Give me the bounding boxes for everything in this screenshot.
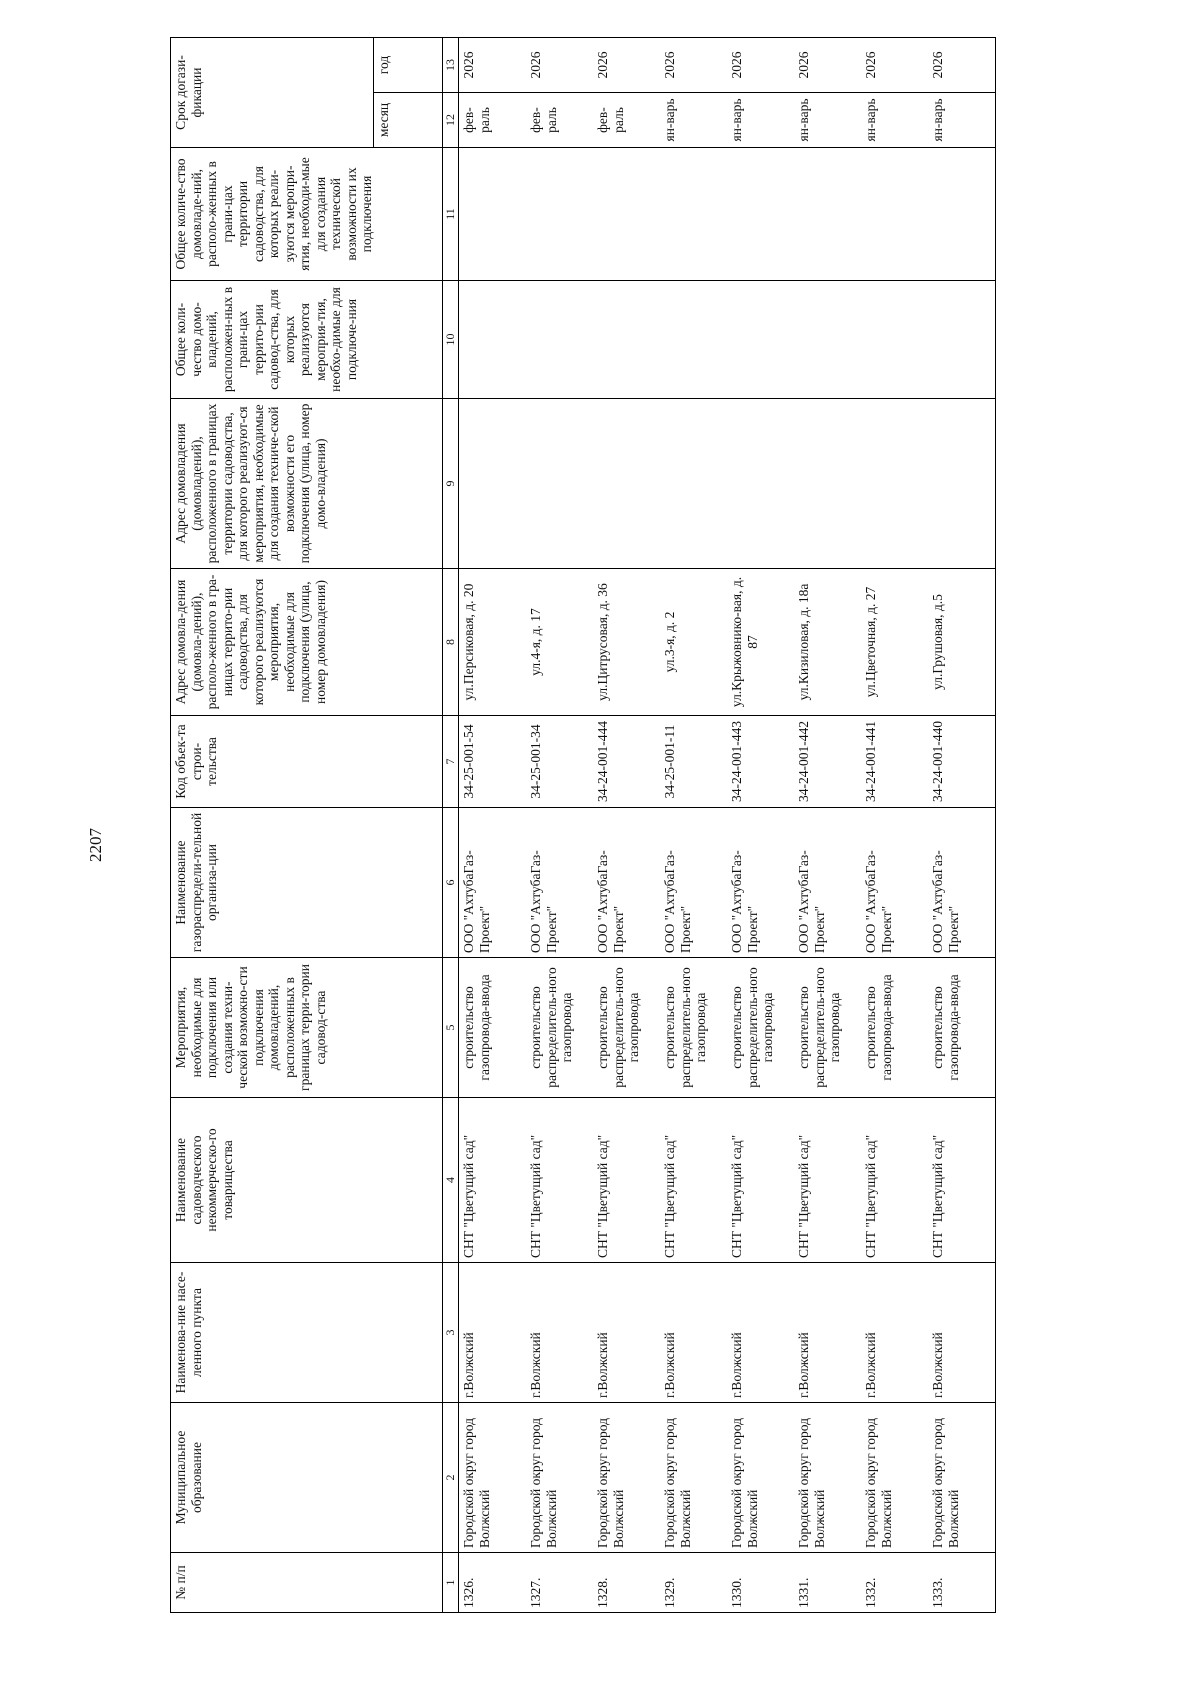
- cell-n: 1328.: [593, 1553, 660, 1613]
- table-row: [928, 37, 996, 1612]
- cell-org: ООО "АхтубаГаз-Проект": [928, 808, 996, 958]
- cell-year: 2026: [459, 37, 527, 92]
- cell-n: 1331.: [794, 1553, 861, 1613]
- cell-cnt2: [459, 148, 527, 281]
- cell-addr2: [526, 399, 593, 569]
- cell-cnt2: [727, 148, 794, 281]
- column-header: № п/п: [171, 1553, 443, 1613]
- cell-n: 1327.: [526, 1553, 593, 1613]
- cell-code: 34-24-001-440: [928, 716, 996, 808]
- subcolumn-header: год: [374, 37, 443, 92]
- cell-ev: строительство распределитель-ного газопровода: [660, 958, 727, 1098]
- cell-ev: строительство газопровода-ввода: [928, 958, 996, 1098]
- cell-mo: Городской округ город Волжский: [928, 1403, 996, 1553]
- column-number: 5: [443, 958, 459, 1098]
- cell-mo: Городской округ город Волжский: [459, 1403, 527, 1553]
- cell-cnt2: [928, 148, 996, 281]
- cell-n: 1330.: [727, 1553, 794, 1613]
- column-header: Наименование газораспредели-тельной организа-ции: [171, 808, 443, 958]
- table-row: [459, 37, 527, 1612]
- column-number: 13: [443, 37, 459, 92]
- cell-org: ООО "АхтубаГаз-Проект": [727, 808, 794, 958]
- cell-org: ООО "АхтубаГаз-Проект": [794, 808, 861, 958]
- cell-cnt1: [794, 281, 861, 399]
- cell-snt: СНТ "Цветущий сад": [861, 1098, 928, 1263]
- cell-np: г.Волжский: [593, 1263, 660, 1403]
- cell-cnt1: [861, 281, 928, 399]
- cell-addr2: [928, 399, 996, 569]
- cell-code: 34-25-001-54: [459, 716, 527, 808]
- table-row: [861, 37, 928, 1612]
- cell-year: 2026: [660, 37, 727, 92]
- cell-n: 1326.: [459, 1553, 527, 1613]
- cell-np: г.Волжский: [861, 1263, 928, 1403]
- gasification-table: [170, 37, 996, 1613]
- cell-addr1: ул.4-я, д. 17: [526, 569, 593, 716]
- cell-code: 34-24-001-444: [593, 716, 660, 808]
- column-header: Наименова-ние насе-ленного пункта: [171, 1263, 443, 1403]
- table-row: [794, 37, 861, 1612]
- cell-cnt1: [660, 281, 727, 399]
- cell-month: ян-варь: [660, 93, 727, 148]
- cell-year: 2026: [794, 37, 861, 92]
- cell-np: г.Волжский: [928, 1263, 996, 1403]
- cell-year: 2026: [593, 37, 660, 92]
- cell-snt: СНТ "Цветущий сад": [459, 1098, 527, 1263]
- column-header: Общее коли-чество домо-владений, расположен-ных в грани-цах террито-рии садовод-ства, для которых реализуются мероприя-тия, необхо-димые для подключе-ния: [171, 281, 443, 399]
- column-number: 10: [443, 281, 459, 399]
- cell-ev: строительство распределитель-ного газопровода: [593, 958, 660, 1098]
- column-header: Адрес домовла-дения (домовла-дений), располо-женного в гра-ницах террито-рии садоводства, для которого реализуются мероприятия, необходимые для подключения (улица, номер домовладения): [171, 569, 443, 716]
- column-header: Наименование садоводческого некоммерческо-го товарищества: [171, 1098, 443, 1263]
- cell-year: 2026: [727, 37, 794, 92]
- column-number: 11: [443, 148, 459, 281]
- cell-mo: Городской округ город Волжский: [593, 1403, 660, 1553]
- page-number: 2207: [86, 828, 105, 862]
- cell-ev: строительство газопровода-ввода: [459, 958, 527, 1098]
- cell-cnt2: [526, 148, 593, 281]
- cell-month: фев-раль: [593, 93, 660, 148]
- cell-cnt2: [794, 148, 861, 281]
- cell-cnt1: [593, 281, 660, 399]
- cell-org: ООО "АхтубаГаз-Проект": [459, 808, 527, 958]
- cell-org: ООО "АхтубаГаз-Проект": [861, 808, 928, 958]
- cell-mo: Городской округ город Волжский: [794, 1403, 861, 1553]
- column-header: Муниципальное образование: [171, 1403, 443, 1553]
- cell-n: 1329.: [660, 1553, 727, 1613]
- cell-cnt1: [928, 281, 996, 399]
- column-number: 9: [443, 399, 459, 569]
- cell-mo: Городской округ город Волжский: [660, 1403, 727, 1553]
- cell-mo: Городской округ город Волжский: [861, 1403, 928, 1553]
- cell-n: 1333.: [928, 1553, 996, 1613]
- cell-np: г.Волжский: [794, 1263, 861, 1403]
- cell-snt: СНТ "Цветущий сад": [794, 1098, 861, 1263]
- column-number: 4: [443, 1098, 459, 1263]
- cell-addr1: ул.3-я, д. 2: [660, 569, 727, 716]
- cell-ev: строительство распределитель-ного газопровода: [727, 958, 794, 1098]
- cell-month: ян-варь: [928, 93, 996, 148]
- cell-ev: строительство распределитель-ного газопровода: [794, 958, 861, 1098]
- cell-cnt1: [526, 281, 593, 399]
- cell-snt: СНТ "Цветущий сад": [526, 1098, 593, 1263]
- table-row: [727, 37, 794, 1612]
- cell-code: 34-25-001-11: [660, 716, 727, 808]
- cell-addr2: [593, 399, 660, 569]
- column-header: Мероприятия, необходимые для подключения или создания техни-ческой возможно-сти подключения домовладений, расположенных в границах терри-тории садовод-ства: [171, 958, 443, 1098]
- cell-code: 34-24-001-441: [861, 716, 928, 808]
- cell-np: г.Волжский: [526, 1263, 593, 1403]
- cell-org: ООО "АхтубаГаз-Проект": [526, 808, 593, 958]
- cell-addr2: [660, 399, 727, 569]
- subcolumn-header: месяц: [374, 93, 443, 148]
- column-number: 12: [443, 93, 459, 148]
- column-number: 6: [443, 808, 459, 958]
- cell-org: ООО "АхтубаГаз-Проект": [593, 808, 660, 958]
- cell-addr2: [861, 399, 928, 569]
- column-header: Адрес домовладения (домовладений), расположенного в границах территории садоводства, для которого реализуют-ся мероприятия, необходимые для создания техниче-ской возможности его подключения (улица, номер домо-владения): [171, 399, 443, 569]
- cell-code: 34-24-001-443: [727, 716, 794, 808]
- cell-year: 2026: [928, 37, 996, 92]
- column-header: Общее количе-ство домовладе-ний, располо-женных в грани-цах территории садоводства, для которых реали-зуются меропри-ятия, необходи-мые для создания технической возможности их подключения: [171, 148, 443, 281]
- column-number: 8: [443, 569, 459, 716]
- cell-month: ян-варь: [794, 93, 861, 148]
- cell-np: г.Волжский: [459, 1263, 527, 1403]
- cell-month: фев-раль: [526, 93, 593, 148]
- table-row: [660, 37, 727, 1612]
- cell-year: 2026: [861, 37, 928, 92]
- cell-addr1: ул.Грушовая, д.5: [928, 569, 996, 716]
- cell-addr2: [727, 399, 794, 569]
- cell-code: 34-25-001-34: [526, 716, 593, 808]
- table-row: [526, 37, 593, 1612]
- cell-month: ян-варь: [861, 93, 928, 148]
- cell-snt: СНТ "Цветущий сад": [593, 1098, 660, 1263]
- cell-np: г.Волжский: [660, 1263, 727, 1403]
- cell-addr2: [459, 399, 527, 569]
- cell-addr1: ул.Цветочная, д. 27: [861, 569, 928, 716]
- cell-month: ян-варь: [727, 93, 794, 148]
- table-row: [593, 37, 660, 1612]
- cell-code: 34-24-001-442: [794, 716, 861, 808]
- column-number: 7: [443, 716, 459, 808]
- cell-mo: Городской округ город Волжский: [526, 1403, 593, 1553]
- cell-mo: Городской округ город Волжский: [727, 1403, 794, 1553]
- column-number: 2: [443, 1403, 459, 1553]
- cell-cnt2: [660, 148, 727, 281]
- cell-month: фев-раль: [459, 93, 527, 148]
- cell-cnt2: [861, 148, 928, 281]
- cell-np: г.Волжский: [727, 1263, 794, 1403]
- column-number: 3: [443, 1263, 459, 1403]
- column-number: 1: [443, 1553, 459, 1613]
- cell-addr1: ул.Персиковая, д. 20: [459, 569, 527, 716]
- cell-year: 2026: [526, 37, 593, 92]
- cell-cnt2: [593, 148, 660, 281]
- cell-cnt1: [459, 281, 527, 399]
- cell-addr2: [794, 399, 861, 569]
- cell-addr1: ул.Крыжовнико-вая, д. 87: [727, 569, 794, 716]
- cell-addr1: ул.Кизиловая, д. 18а: [794, 569, 861, 716]
- cell-snt: СНТ "Цветущий сад": [727, 1098, 794, 1263]
- rotated-table-container: [170, 38, 1070, 1613]
- column-header: Код объек-та строи-тельства: [171, 716, 443, 808]
- cell-addr1: ул.Цитрусовая, д. 36: [593, 569, 660, 716]
- cell-snt: СНТ "Цветущий сад": [928, 1098, 996, 1263]
- cell-ev: строительство распределитель-ного газопровода: [526, 958, 593, 1098]
- column-header: Срок догази-фикации: [171, 37, 374, 147]
- cell-n: 1332.: [861, 1553, 928, 1613]
- cell-org: ООО "АхтубаГаз-Проект": [660, 808, 727, 958]
- cell-ev: строительство газопровода-ввода: [861, 958, 928, 1098]
- table-body: [459, 37, 996, 1612]
- cell-cnt1: [727, 281, 794, 399]
- cell-snt: СНТ "Цветущий сад": [660, 1098, 727, 1263]
